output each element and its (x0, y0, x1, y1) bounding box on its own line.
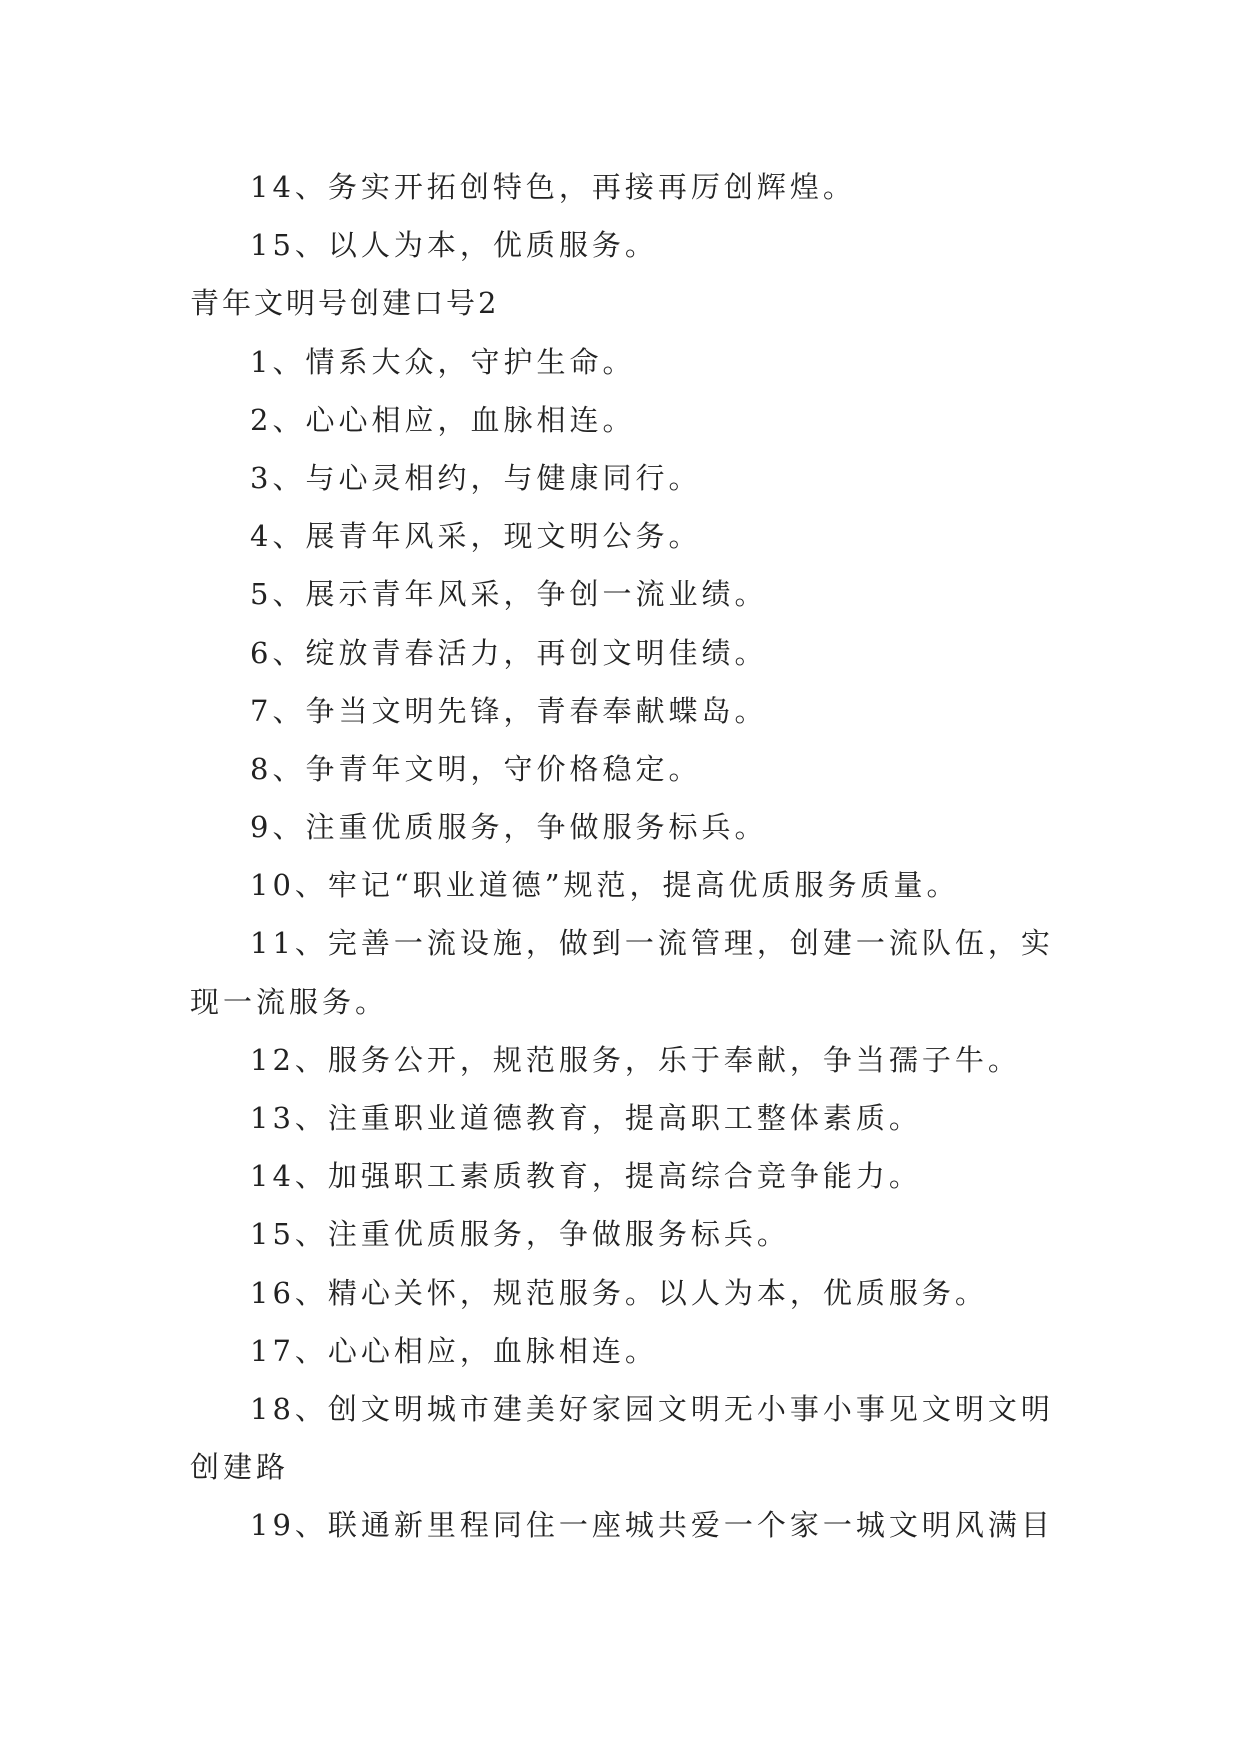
slogan-line: 7、争当文明先锋，青春奉献蝶岛。 (250, 693, 768, 728)
slogan-line: 9、注重优质服务，争做服务标兵。 (250, 810, 768, 845)
slogan-line: 14、务实开拓创特色，再接再厉创辉煌。 (250, 170, 856, 204)
slogan-line: 10、牢记“职业道德”规范，提高优质服务质量。 (250, 868, 960, 903)
slogan-line: 8、争青年文明，守价格稳定。 (250, 751, 702, 786)
slogan-line: 6、绽放青春活力，再创文明佳绩。 (250, 635, 768, 670)
slogan-line: 19、联通新里程同住一座城共爱一个家一城文明风满目 (250, 1508, 1054, 1543)
slogan-line: 5、展示青年风采，争创一流业绩。 (250, 577, 768, 612)
slogan-line: 15、以人为本，优质服务。 (250, 228, 658, 263)
slogan-line: 14、加强职工素质教育，提高综合竞争能力。 (250, 1159, 922, 1194)
slogan-line: 11、完善一流设施，做到一流管理，创建一流队伍，实 (250, 926, 1054, 961)
slogan-line: 13、注重职业道德教育，提高职工整体素质。 (250, 1101, 922, 1135)
slogan-line: 17、心心相应，血脉相连。 (250, 1333, 658, 1368)
slogan-line: 3、与心灵相约，与健康同行。 (250, 460, 702, 495)
section-heading: 青年文明号创建口号2 (190, 286, 500, 321)
slogan-line: 16、精心关怀，规范服务。以人为本，优质服务。 (250, 1275, 988, 1310)
slogan-line: 1、情系大众，守护生命。 (250, 344, 636, 379)
slogan-line: 2、心心相应，血脉相连。 (250, 402, 636, 437)
slogan-line-continuation: 现一流服务。 (190, 984, 389, 1019)
slogan-line-continuation: 创建路 (190, 1450, 290, 1485)
slogan-line: 12、服务公开，规范服务，乐于奉献，争当孺子牛。 (250, 1042, 1021, 1077)
slogan-line: 4、展青年风采，现文明公务。 (250, 519, 702, 554)
document-body (190, 158, 1060, 1555)
slogan-line: 18、创文明城市建美好家园文明无小事小事见文明文明 (250, 1391, 1054, 1426)
slogan-line: 15、注重优质服务，争做服务标兵。 (250, 1217, 790, 1252)
